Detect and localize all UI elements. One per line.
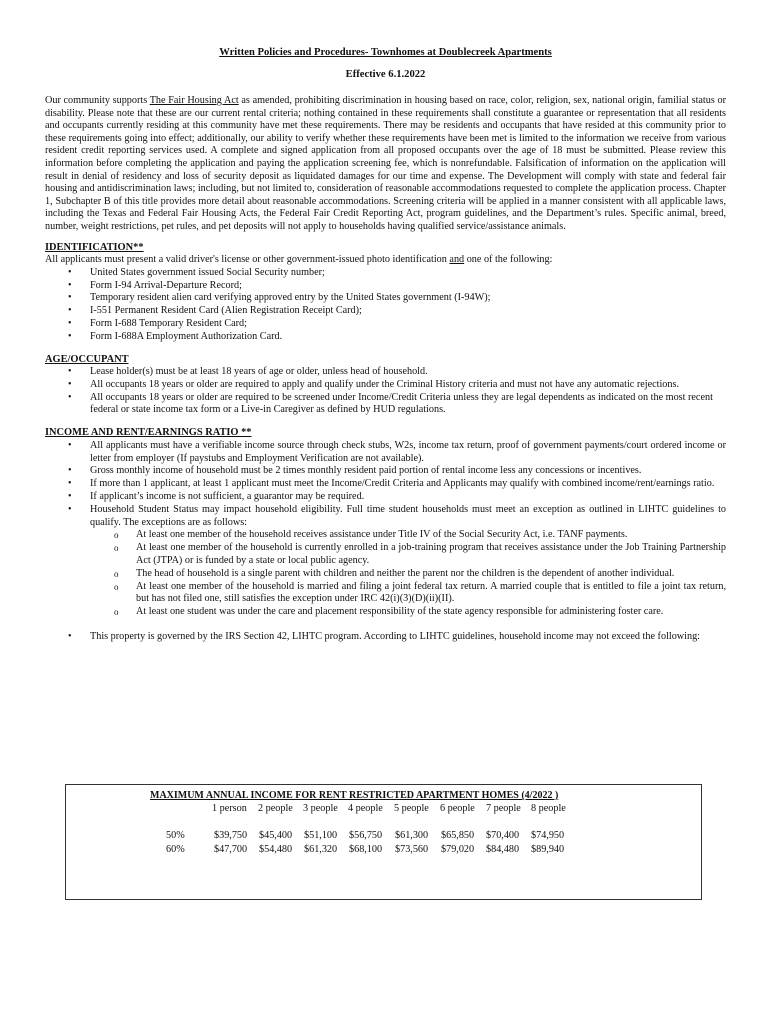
list-item: • Form I-688 Temporary Resident Card;	[45, 318, 726, 331]
list-item: • All occupants 18 years or older are required to be screened under Income/Credit Criteria unless they are legal dependents as indicated on the most recent federal or state income tax form or a Live-in Caregiver as defined by HUD regulations.	[45, 392, 726, 418]
list-item: • United States government issued Social Security number;	[45, 267, 726, 280]
column-header: 6 people	[440, 803, 475, 814]
row-label: 50%	[166, 830, 185, 841]
list-item: • Gross monthly income of household must be 2 times monthly resident paid portion of rental income less any concessions or incentives.	[45, 465, 726, 478]
identification-heading: IDENTIFICATION**	[45, 241, 144, 253]
table-cell: $84,480	[486, 844, 520, 855]
table-cell: $70,400	[486, 830, 520, 841]
table-cell: $68,100	[349, 844, 383, 855]
list-item: • Lease holder(s) must be at least 18 years of age or older, unless head of household.	[45, 366, 726, 379]
student-status-text: Household Student Status may impact household eligibility. Full time student households must meet an exception as outlined in LIHTC guidelines to qualify. The exceptions are as follows:	[90, 503, 726, 528]
table-cell: $51,100	[304, 830, 338, 841]
column-header: 4 people	[348, 803, 383, 814]
age-occupant-list	[45, 366, 726, 417]
column-header: 3 people	[303, 803, 338, 814]
table-cell: $79,020	[441, 844, 475, 855]
intro-text-start: Our community supports	[45, 95, 150, 106]
list-item: • All occupants 18 years or older are required to apply and qualify under the Criminal History criteria and must not have any automatic rejections.	[45, 379, 726, 392]
student-exceptions-list	[90, 529, 726, 619]
table-cell: $47,700	[214, 844, 248, 855]
table-cell: $61,320	[304, 844, 338, 855]
column-header: 8 people	[531, 803, 566, 814]
list-item: • All applicants must have a verifiable income source through check stubs, W2s, income tax return, proof of government payments/court ordered income or letter from employer (If paystubs and Employment Verification are not available).	[45, 440, 726, 466]
table-cell: $56,750	[349, 830, 383, 841]
table-cell: $61,300	[395, 830, 429, 841]
list-item: o At least one member of the household is currently enrolled in a job-training program that receives assistance under the Job Training Partnership Act (JTPA) or is funded by a state or local public agency.	[90, 542, 726, 568]
table-cell: $74,950	[531, 830, 565, 841]
document-title: Written Policies and Procedures- Townhomes at Doublecreek Apartments	[219, 47, 552, 58]
income-heading: INCOME AND RENT/EARNINGS RATIO **	[45, 427, 252, 439]
identification-lead-end: one of the following:	[464, 254, 553, 266]
list-item: o At least one member of the household receives assistance under Title IV of the Social Security Act, i.e. TANF payments.	[90, 529, 726, 542]
identification-lead-and: and	[449, 254, 465, 266]
list-item: • If applicant’s income is not sufficient, a guarantor may be required.	[45, 491, 726, 504]
column-header: 2 people	[258, 803, 293, 814]
list-item: • This property is governed by the IRS Section 42, LIHTC program. According to LIHTC guidelines, household income may not exceed the following:	[45, 631, 726, 644]
income-table-title: MAXIMUM ANNUAL INCOME FOR RENT RESTRICTED APARTMENT HOMES (4/2022 )	[150, 790, 559, 801]
intro-paragraph	[45, 95, 726, 234]
row-label: 60%	[166, 844, 185, 855]
age-occupant-heading: AGE/OCCUPANT	[45, 353, 129, 365]
effective-date: Effective 6.1.2022	[345, 69, 426, 80]
column-header: 7 people	[486, 803, 521, 814]
column-header: 1 person	[212, 803, 247, 814]
list-item: • Temporary resident alien card verifying approved entry by the United States government (I-94W);	[45, 292, 726, 305]
intro-text-rest: as amended, prohibiting discrimination in housing based on race, color, religion, sex, national origin, familial status or disability. Please note that these are our current rental criteria; nothing contained in these requirements shall constitute a guarantee or representation that all residents and occupants currently residing at this community have met these requirements. There may be residents and occupants that have resided at this community prior to these requirements going into effect; additionally, our ability to verify whether these requirements have been met is limited to the information we receive from various resident credit reporting services used. A complete and signed application from all proposed occupants over the age of 18 must be submitted. Please review this information before completing the application and paying the application screening fee, which is nonrefundable. Falsification of information on the application will result in denial of residency and loss of security deposit as liquidated damages for our time and expense. The Development will comply with state and federal fair housing and antidiscrimination laws; including, but not limited to, consideration of reasonable accommodations requested to complete the application process. Chapter 1, Subchapter B of this title provides more detail about reasonable accommodations. Screening criteria will be applied in a manner consistent with all applicable laws, including the Texas and Federal Fair Housing Acts, the Federal Fair Credit Reporting Act, program guidelines, and the Department’s rules. Specific animal, breed, number, weight restrictions, pet rules, and pet deposits will not apply to households having qualified service/assistance animals.	[45, 95, 727, 232]
list-item: o The head of household is a single parent with children and neither the parent nor the children is the dependent of another individual.	[90, 568, 726, 581]
list-item: • Form I-688A Employment Authorization Card.	[45, 331, 726, 344]
identification-lead-start: All applicants must present a valid driver's license or other government-issued photo identification	[45, 254, 450, 266]
list-item: o At least one member of the household is married and filing a joint federal tax return. A married couple that is entitled to file a joint tax return, but has not filed one, still satisfies the exception under IRC 42(i)(3)(D)(ii)(II).	[90, 581, 726, 607]
table-cell: $65,850	[441, 830, 475, 841]
table-cell: $89,940	[531, 844, 565, 855]
list-item: o At least one student was under the care and placement responsibility of the state agency responsible for administering foster care.	[90, 606, 726, 619]
income-limits-table	[65, 784, 702, 900]
fair-housing-act-reference: The Fair Housing Act	[149, 95, 239, 106]
table-cell: $73,560	[395, 844, 429, 855]
table-cell: $39,750	[214, 830, 248, 841]
list-item: • If more than 1 applicant, at least 1 applicant must meet the Income/Credit Criteria and Applicants may qualify with combined income/rent/earnings ratio.	[45, 478, 726, 491]
table-cell: $54,480	[259, 844, 293, 855]
student-status-item	[45, 504, 726, 619]
list-item: • I-551 Permanent Resident Card (Alien Registration Receipt Card);	[45, 305, 726, 318]
identification-lead	[45, 254, 726, 267]
column-header: 5 people	[394, 803, 429, 814]
list-item: • Form I-94 Arrival-Departure Record;	[45, 280, 726, 293]
identification-list	[45, 267, 726, 344]
income-list	[45, 440, 726, 644]
table-cell: $45,400	[259, 830, 293, 841]
